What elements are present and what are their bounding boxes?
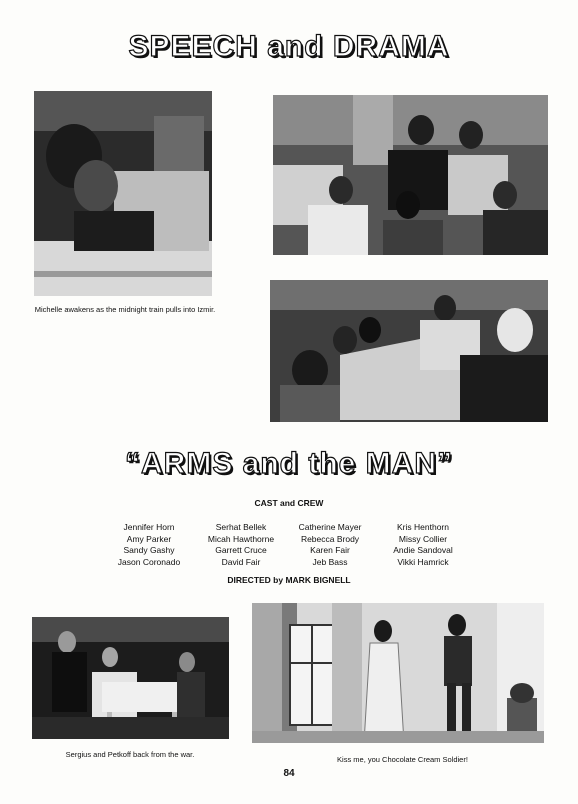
stage-left-photo bbox=[32, 617, 229, 739]
cast-name: Rebecca Brody bbox=[300, 533, 360, 544]
cast-name: Sandy Gashy bbox=[123, 545, 175, 555]
cast-name: Karen Fair bbox=[310, 545, 350, 555]
cast-name: David Fair bbox=[221, 556, 261, 567]
cast-column-3 bbox=[285, 522, 375, 568]
stage-right-caption: Kiss me, you Chocolate Cream Soldier! bbox=[337, 755, 468, 764]
page-number: 84 bbox=[283, 768, 295, 779]
dinner-photo bbox=[270, 280, 548, 422]
cast-name: Jennifer Horn bbox=[123, 522, 175, 532]
cast-name: Vikki Hamrick bbox=[397, 556, 449, 567]
cast-column-4 bbox=[373, 522, 473, 568]
stage-right-photo bbox=[252, 603, 544, 743]
cast-name: Andie Sandoval bbox=[393, 545, 453, 555]
cast-name: Jason Coronado bbox=[117, 556, 181, 567]
cast-heading: CAST and CREW bbox=[254, 498, 324, 508]
cast-name: Jeb Bass bbox=[312, 556, 348, 567]
cast-name: Amy Parker bbox=[126, 533, 172, 544]
cast-column-1 bbox=[104, 522, 194, 568]
page-title: SPEECH and DRAMA bbox=[128, 30, 450, 63]
cast-name: Missy Collier bbox=[398, 533, 448, 544]
cast-column-2 bbox=[196, 522, 286, 568]
train-caption: Michelle awakens as the midnight train pulls into Izmir. bbox=[34, 305, 216, 314]
stage-left-caption: Sergius and Petkoff back from the war. bbox=[65, 750, 195, 759]
play-title: “ARMS and the MAN” bbox=[125, 447, 453, 480]
cast-name: Garrett Cruce bbox=[215, 545, 267, 555]
director-line: DIRECTED by MARK BIGNELL bbox=[227, 575, 351, 585]
cast-name: Micah Hawthorne bbox=[207, 533, 275, 544]
cast-name: Kris Henthorn bbox=[397, 522, 449, 532]
train-photo bbox=[34, 91, 212, 296]
cast-name: Serhat Bellek bbox=[215, 522, 267, 532]
group-photo bbox=[273, 95, 548, 255]
cast-name: Catherine Mayer bbox=[298, 522, 362, 532]
